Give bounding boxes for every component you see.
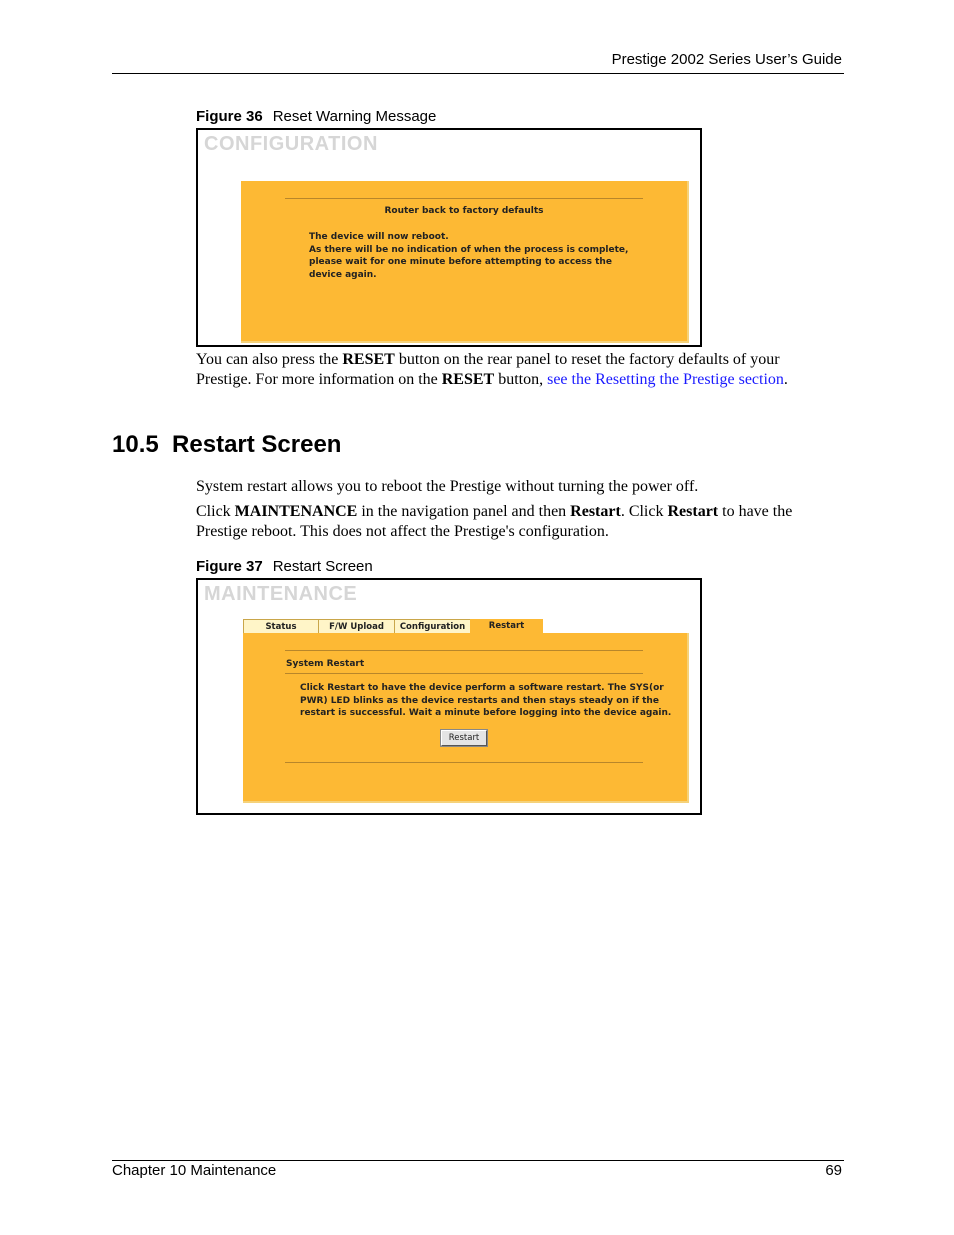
restart-term: Restart <box>667 503 719 520</box>
figure-37-label: Figure 37 <box>196 558 263 575</box>
restart-description <box>300 682 671 720</box>
tab-configuration[interactable]: Configuration <box>394 619 470 633</box>
warning-panel <box>241 181 689 343</box>
warning-line: The device will now reboot. <box>309 232 449 242</box>
figure-36-caption-text: Reset Warning Message <box>272 108 437 125</box>
tab-bar <box>243 619 691 633</box>
description-line: PWR) LED blinks as the device restarts and then stays steady on if the <box>300 695 659 706</box>
warning-line: please wait for one minute before attempting to access the <box>309 257 612 267</box>
figure-36-caption <box>196 108 436 125</box>
warning-line: As there will be no indication of when the process is complete, <box>309 244 629 255</box>
text: Click <box>196 503 235 520</box>
figure-36-label: Figure 36 <box>196 108 263 125</box>
divider <box>285 673 643 674</box>
warning-line: device again. <box>309 269 377 280</box>
section-title: 10.5 Restart Screen <box>112 431 342 458</box>
restart-button[interactable]: Restart <box>441 730 487 746</box>
reset-term: RESET <box>342 351 395 368</box>
description-line: restart is successful. Wait a minute before logging into the device again. <box>300 708 672 718</box>
page-number: 69 <box>825 1162 842 1179</box>
tab-status[interactable]: Status <box>243 619 318 633</box>
divider <box>285 650 643 651</box>
text: Prestige reboot. This does not affect the Prestige's configuration. <box>196 523 609 540</box>
restart-term: Restart <box>570 503 621 520</box>
header-rule <box>112 73 844 74</box>
text: You can also press the <box>196 351 343 368</box>
text: . <box>783 371 788 388</box>
maintenance-panel <box>243 633 689 803</box>
description-line: Click Restart to have the device perform a software restart. The SYS(or <box>300 683 664 693</box>
system-restart-label: System Restart <box>286 659 365 669</box>
reset-term: RESET <box>441 371 495 388</box>
text: button on the rear panel to reset the factory defaults of your <box>394 351 780 368</box>
text: in the navigation panel and then <box>357 503 571 520</box>
resetting-section-link[interactable]: see the Resetting the Prestige section <box>547 371 784 388</box>
figure-37-caption-text: Restart Screen <box>272 558 373 575</box>
restart-instructions <box>196 502 856 542</box>
reset-paragraph <box>196 350 856 390</box>
divider <box>285 198 643 199</box>
figure-37-screenshot <box>196 578 702 815</box>
figure-37-caption <box>196 558 373 575</box>
maintenance-heading: MAINTENANCE <box>204 583 358 605</box>
text: . Click <box>620 503 668 520</box>
warning-title: Router back to factory defaults <box>384 206 544 216</box>
text: button, <box>494 371 548 388</box>
figure-36-screenshot <box>196 128 702 347</box>
running-header: Prestige 2002 Series User’s Guide <box>611 51 842 68</box>
warning-message <box>309 231 628 281</box>
restart-intro: System restart allows you to reboot the Prestige without turning the power off. <box>196 478 699 495</box>
tab-restart[interactable]: Restart <box>470 619 543 633</box>
configuration-heading: CONFIGURATION <box>204 133 378 155</box>
tab-fw-upload[interactable]: F/W Upload <box>318 619 394 633</box>
footer-chapter: Chapter 10 Maintenance <box>112 1162 277 1179</box>
text: to have the <box>718 503 793 520</box>
text: Prestige. For more information on the <box>196 371 442 388</box>
maintenance-term: MAINTENANCE <box>234 503 358 520</box>
footer-rule <box>112 1160 844 1161</box>
divider <box>285 762 643 763</box>
